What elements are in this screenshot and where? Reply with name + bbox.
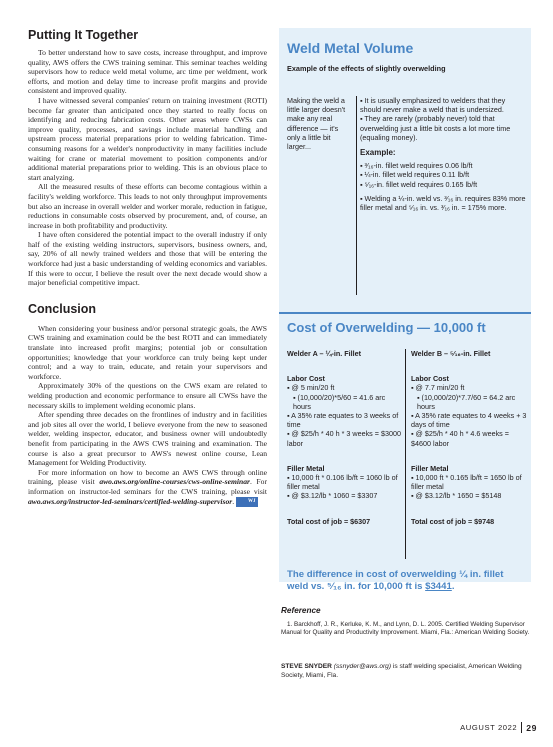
bullet: ▪ ⁵⁄₁₆-in. fillet weld requires 0.165 lb/ft xyxy=(360,179,478,189)
page-footer xyxy=(460,722,537,733)
weld-notes-right xyxy=(360,96,526,212)
cost-of-overwelding-title: Cost of Overwelding — 10,000 ft xyxy=(287,320,486,335)
weld-metal-volume-title: Weld Metal Volume xyxy=(287,40,414,56)
column-heading: Welder A – ¼-in. Fillet xyxy=(287,349,362,358)
divider xyxy=(405,349,406,559)
divider xyxy=(356,96,357,295)
author-name: STEVE SNYDER xyxy=(281,663,332,670)
line-item: ▪ A 35% rate equates to 3 weeks of time xyxy=(287,411,399,430)
total-cost xyxy=(287,517,402,526)
author-email[interactable]: (ssnyder@aws.org) xyxy=(333,663,392,670)
bullet: ▪ ³⁄₁₆-in. fillet weld requires 0.06 lb/ft xyxy=(360,161,473,171)
line-item: ▪ @ $25/h * 40 h * 3 weeks = $3000 labor xyxy=(287,429,401,448)
weld-note-left: Making the weld a little larger doesn't make any real difference — it's only a little bit larger... xyxy=(287,96,346,152)
line-item: ▪ 10,000 ft * 0.106 lb/ft = 1060 lb of filler metal xyxy=(287,473,398,492)
total-label: Total cost of job = xyxy=(287,516,351,526)
filler-metal-label: Filler Metal xyxy=(287,463,325,473)
line-item: ▪ (10,000/20)*5/60 = 41.6 arc hours xyxy=(293,392,386,411)
more-info-text: . For information on instructor-led seminars for the CWS training, please visit xyxy=(28,477,267,496)
summary-end: . xyxy=(451,580,455,592)
labor-cost-label: Labor Cost xyxy=(411,374,449,384)
page-number: 29 xyxy=(526,722,537,733)
bullet: ▪ They are rarely (probably never) told that overwelding just a little bit costs a lot more time (equaling money). xyxy=(360,114,511,142)
column-heading: Welder B – ⁵⁄₁₆-in. Fillet xyxy=(411,349,491,358)
section-divider xyxy=(279,312,531,314)
line-item: ▪ @ $3.12/lb * 1060 = $3307 xyxy=(287,491,378,501)
bullet: ▪ It is usually emphasized to welders that they should never make a weld that is undersized. xyxy=(360,96,506,115)
wj-logo-icon: WJ xyxy=(236,497,258,507)
author-title: is staff welding specialist, American Welding Society, Miami, Fla. xyxy=(281,663,522,679)
weld-metal-volume-subtitle: Example of the effects of slightly overwelding xyxy=(287,64,446,73)
paragraph: All the measured results of these efforts can become contagious within a facility's welding workforce. This leads to not only throughput improvements but also an increase in overall welder and worker morale, reduction in fatigue, reductions in consumable costs observed by procurement, and, of course, an increase in both profitability and productivity. xyxy=(28,182,267,230)
heading-putting-it-together: Putting It Together xyxy=(28,28,139,42)
welder-b-column xyxy=(411,349,527,526)
bullet: ▪ Welding a ¼-in. weld vs. ³⁄₁₆ in. requires 83% more filler metal and ⁵⁄₁₆ in. vs. ³⁄₁₆ in. = 175% more. xyxy=(360,193,526,213)
line-item: ▪ @ $3.12/lb * 1650 = $5148 xyxy=(411,491,502,501)
labor-cost-label: Labor Cost xyxy=(287,374,325,384)
article-left-column xyxy=(28,28,267,507)
line-item: ▪ @ $25/h * 40 h * 4.6 weeks = $4600 labor xyxy=(411,429,509,448)
reference-heading: Reference xyxy=(281,606,321,615)
example-label: Example: xyxy=(360,148,396,158)
summary-text: The difference in cost of overwelding ¼ in. fillet weld vs. ⁵⁄₁₆ in. for 10,000 ft is xyxy=(287,569,504,592)
paragraph: When considering your business and/or personal strategic goals, the AWS CWS training and examination could be the best ROTI and can immediately translate into increased profit margins; potential job or consultation opportunities; knowledge that your workforce can truly being kept under control; and a way to train, educate, and retain your supervisors and workforce. xyxy=(28,323,267,381)
footer-divider xyxy=(521,722,522,733)
paragraph: I have often considered the potential impact to the overall industry if only half of the existing welding instructors, supervisors, business owners, and, say, 20% of all newly trained welders and those that will be entering the workforce had just a basic understanding of welding economics and variables. If this were to occur, I believe the result over the next decade would show a major beneficial competitive impact. xyxy=(28,230,267,288)
sidebar-box xyxy=(279,28,531,592)
welder-a-column xyxy=(287,349,402,526)
cost-difference-summary xyxy=(287,569,527,592)
total-value: $6307 xyxy=(350,516,371,526)
paragraph: To better understand how to save costs, increase throughput, and improve quality, AWS offers the CWS training seminar. This seminar teaches welding supervisors how to reduce weld metal volume, arc time per weldment, work efforts, and motion and delay time to increase profit margins and provide consistent and improved quality. xyxy=(28,48,267,96)
online-seminar-link[interactable]: awo.aws.org/online-courses/cws-online-seminar xyxy=(99,477,250,487)
paragraph: Approximately 30% of the questions on the CWS exam are related to welding production and economic performance to ensure all CWSs have the necessary skills to implement welding economic plans. xyxy=(28,381,267,410)
issue-date: AUGUST 2022 xyxy=(460,723,518,732)
line-item: ▪ (10,000/20)*7.7/60 = 64.2 arc hours xyxy=(417,392,516,411)
paragraph-more-info xyxy=(28,468,267,507)
line-item: ▪ 10,000 ft * 0.165 lb/ft = 1650 lb of filler metal xyxy=(411,473,522,492)
line-item: ▪ A 35% rate equates to 4 weeks + 3 days of time xyxy=(411,411,527,430)
more-info-text: For more information on how to become an AWS CWS through online training, please visit xyxy=(28,467,267,487)
line-item: ▪ @ 7.7 min/20 ft xyxy=(411,383,465,393)
line-item: ▪ @ 5 min/20 ft xyxy=(287,383,335,393)
reference-entry: 1. Barckhoff, J. R., Kerluke, K. M., and Lynn, D. L. 2005. Certified Welding Supervisor Manual for Quality and Productivity Improvement. Miami, Fla.: American Welding Society. xyxy=(281,621,530,637)
bullet: ▪ ¼-in. fillet weld requires 0.11 lb/ft xyxy=(360,170,470,180)
instructor-led-link[interactable]: awo.aws.org/instructor-led-seminars/certified-welding-supervisor xyxy=(28,496,233,506)
paragraph: I have witnessed several companies' return on training investment (ROTI) become far greater than anticipated once they started to really focus on identifying and reducing fabrication costs. Other areas where CWSs can improve quality, processes, and savings include material handling and upstream process material preparations prior to welding fabrication. Time-consuming reasons for a welder's nonproductivity in many facilities include waiting for crane or material movement to position components and/or additional material preparations prior to welding. This is an obvious place to start analyzing. xyxy=(28,95,267,182)
total-value: $9748 xyxy=(474,516,495,526)
difference-amount: $3441 xyxy=(425,580,452,592)
more-info-text: . xyxy=(232,496,235,506)
paragraph: After spending three decades on the frontlines of industry and in facilities and job sites all over the world, I believe everyone from the new to seasoned welder, welding inspector, educator, and business owner will undoubtedly benefit from participating in the AWS CWS training and examination. The course is also a great precursor to AWS's newest online course, Lean Management for Welding Productivity. xyxy=(28,410,267,468)
total-label: Total cost of job = xyxy=(411,516,475,526)
filler-metal-label: Filler Metal xyxy=(411,463,449,473)
author-bio xyxy=(281,663,531,681)
total-cost xyxy=(411,517,527,526)
heading-conclusion: Conclusion xyxy=(28,301,97,316)
